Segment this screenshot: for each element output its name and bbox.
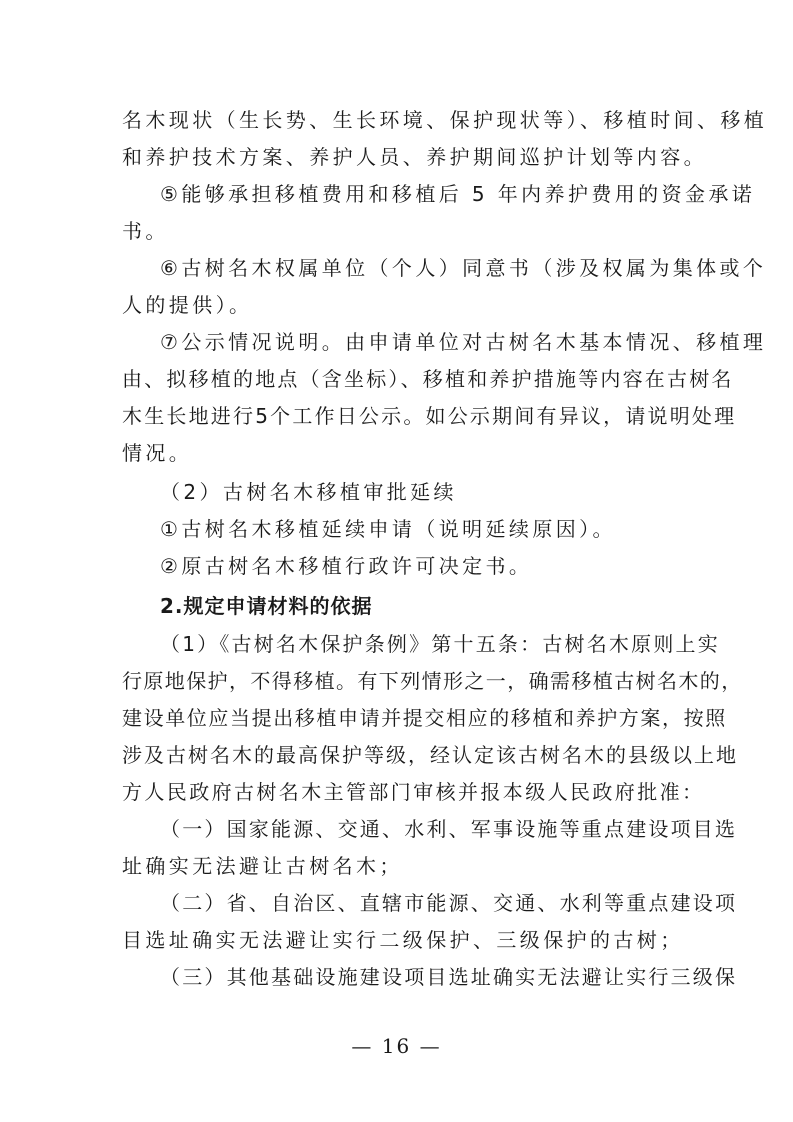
text-line: ⑥古树名木权属单位（个人）同意书（涉及权属为集体或个 <box>160 256 767 280</box>
text-line: （三）其他基础设施建设项目选址确实无法避让实行三级保 <box>160 965 738 989</box>
text-line: 址确实无法避让古树名木； <box>122 854 403 878</box>
text-line: 由、拟移植的地点（含坐标）、移植和养护措施等内容在古树名 <box>122 367 734 391</box>
text-line: 木生长地进行5个工作日公示。如公示期间有异议，请说明处理 <box>122 404 737 428</box>
text-line: 人的提供）。 <box>122 293 253 317</box>
text-line: 书。 <box>122 219 169 243</box>
text-line: 名木现状（生长势、生长环境、保护现状等）、移植时间、移植 <box>122 108 768 132</box>
text-line: 和养护技术方案、养护人员、养护期间巡护计划等内容。 <box>122 145 707 169</box>
text-line: 情况。 <box>122 441 193 465</box>
text-line: ①古树名木移植延续申请（说明延续原因）。 <box>160 517 616 541</box>
text-line: ⑤能够承担移植费用和移植后 5 年内养护费用的资金承诺 <box>160 182 756 206</box>
text-line: （1）《古树名木保护条例》第十五条：古树名木原则上实 <box>160 632 720 656</box>
text-line: 行原地保护，不得移植。有下列情形之一，确需移植古树名木的， <box>122 669 743 693</box>
text-line: ②原古树名木移植行政许可决定书。 <box>160 554 533 578</box>
section-heading: 2.规定申请材料的依据 <box>160 594 373 618</box>
page-number: — 16 — <box>351 1034 442 1058</box>
text-line: 建设单位应当提出移植申请并提交相应的移植和养护方案，按照 <box>122 706 727 730</box>
text-line: （2）古树名木移植审批延续 <box>160 480 457 504</box>
text-line: 目选址确实无法避让实行二级保护、三级保护的古树； <box>122 928 684 952</box>
text-line: 涉及古树名木的最高保护等级，经认定该古树名木的县级以上地 <box>122 743 738 767</box>
text-line: 方人民政府古树名木主管部门审核并报本级人民政府批准： <box>122 780 705 804</box>
text-line: ⑦公示情况说明。由申请单位对古树名木基本情况、移植理 <box>160 330 767 354</box>
text-line: （二）省、自治区、直辖市能源、交通、水利等重点建设项 <box>160 891 738 915</box>
text-line: （一）国家能源、交通、水利、军事设施等重点建设项目选 <box>160 817 738 841</box>
